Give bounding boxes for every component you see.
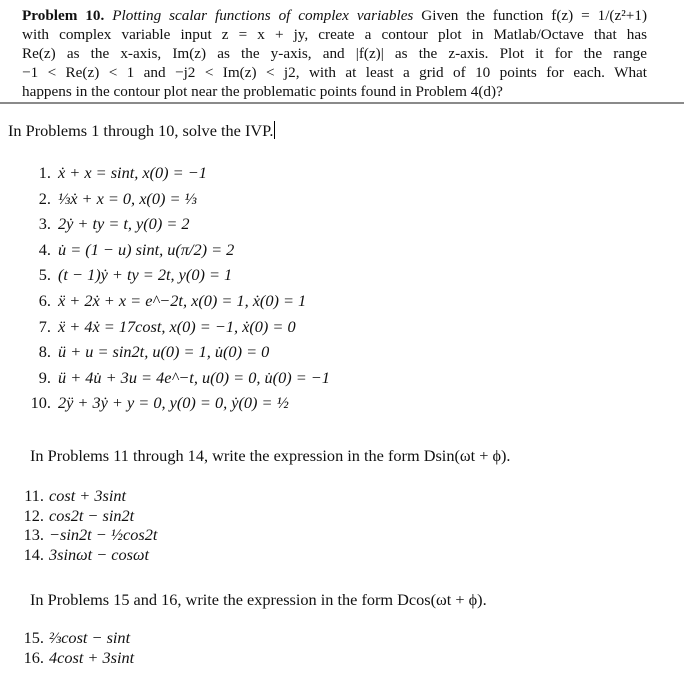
list-item bbox=[27, 368, 330, 388]
list-item bbox=[27, 317, 296, 337]
section-1-header[interactable] bbox=[8, 121, 275, 141]
item-number: 4. bbox=[38, 239, 51, 259]
list-item bbox=[22, 486, 126, 506]
item-expression: ⅓ẋ + x = 0, x(0) = ⅓ bbox=[58, 188, 197, 208]
item-number: 12. bbox=[23, 505, 44, 525]
item-number: 15. bbox=[23, 628, 44, 647]
item-number: 1. bbox=[38, 163, 51, 182]
item-expression: cost + 3sint bbox=[49, 486, 127, 505]
problem-10-line-4: −1 < Re(z) < 1 and −j2 < Im(z) < j2, with at least a grid of 10 points for each. What bbox=[22, 64, 647, 81]
item-expression: cos2t − sin2t bbox=[49, 505, 135, 525]
list-item bbox=[27, 214, 190, 234]
list-item bbox=[27, 393, 289, 413]
item-number: 11. bbox=[24, 486, 44, 505]
item-expression: ẋ + x = sint, x(0) = −1 bbox=[58, 163, 207, 182]
item-number: 10. bbox=[30, 393, 51, 413]
item-expression: 2ÿ + 3ẏ + y = 0, y(0) = 0, ẏ(0) = ½ bbox=[58, 393, 289, 413]
item-number: 6. bbox=[38, 291, 51, 310]
item-number: 3. bbox=[38, 214, 51, 234]
problem-10-line-1 bbox=[22, 7, 647, 25]
item-expression: ẍ + 2ẋ + x = e^−2t, x(0) = 1, ẋ(0) = 1 bbox=[58, 291, 307, 310]
item-expression: 3sinωt − cosωt bbox=[49, 544, 150, 564]
section-2-header: In Problems 11 through 14, write the expression in the form Dsin(ωt + ϕ). bbox=[30, 446, 511, 465]
problem-10-line-2: with complex variable input z = x + jy, create a contour plot in Matlab/Octave that has bbox=[22, 26, 647, 43]
item-number: 5. bbox=[38, 265, 51, 285]
item-number: 8. bbox=[38, 342, 51, 362]
item-expression: u̇ = (1 − u) sint, u(π/2) = 2 bbox=[58, 239, 235, 259]
item-expression: ẍ + 4ẋ = 17cost, x(0) = −1, ẋ(0) = 0 bbox=[58, 316, 296, 336]
item-expression: ü + u = sin2t, u(0) = 1, u̇(0) = 0 bbox=[58, 342, 270, 362]
problem-title: Plotting scalar functions of complex variables bbox=[112, 7, 414, 24]
item-expression: 2ẏ + ty = t, y(0) = 2 bbox=[58, 214, 190, 234]
list-item bbox=[27, 189, 197, 209]
list-item bbox=[27, 291, 306, 311]
list-item bbox=[22, 545, 149, 565]
list-item bbox=[27, 265, 232, 285]
item-number: 16. bbox=[23, 648, 44, 667]
list-item bbox=[22, 506, 134, 526]
list-item bbox=[27, 240, 234, 260]
problem-label: Problem 10. bbox=[22, 7, 105, 24]
item-number: 13. bbox=[23, 525, 44, 544]
item-number: 9. bbox=[38, 367, 51, 387]
item-expression: 4cost + 3sint bbox=[49, 648, 135, 667]
item-expression: −sin2t − ½cos2t bbox=[49, 525, 158, 544]
item-number: 14. bbox=[23, 544, 44, 564]
problem-10-line-3: Re(z) as the x-axis, Im(z) as the y-axis, and |f(z)| as the z-axis. Plot it for the range bbox=[22, 45, 647, 62]
section-3-header: In Problems 15 and 16, write the expression in the form Dcos(ωt + ϕ). bbox=[30, 590, 487, 609]
list-item bbox=[27, 163, 207, 183]
text-cursor bbox=[274, 121, 275, 139]
list-item bbox=[22, 648, 134, 668]
item-expression: ⅔cost − sint bbox=[49, 628, 131, 647]
problem-10-line-1-rest: Given the function f(z) = 1/(z²+1) bbox=[413, 7, 648, 24]
item-number: 2. bbox=[38, 188, 51, 208]
item-expression: (t − 1)ẏ + ty = 2t, y(0) = 1 bbox=[58, 265, 233, 285]
item-expression: ü + 4u̇ + 3u = 4e^−t, u(0) = 0, u̇(0) = −1 bbox=[58, 367, 330, 387]
list-item bbox=[27, 342, 269, 362]
problem-10-block bbox=[0, 0, 684, 104]
section-1-header-text: In Problems 1 through 10, solve the IVP. bbox=[8, 121, 274, 140]
item-number: 7. bbox=[38, 316, 51, 336]
problem-10-line-5: happens in the contour plot near the problematic points found in Problem 4(d)? bbox=[22, 83, 503, 100]
list-item bbox=[22, 628, 130, 648]
list-item bbox=[22, 525, 157, 545]
